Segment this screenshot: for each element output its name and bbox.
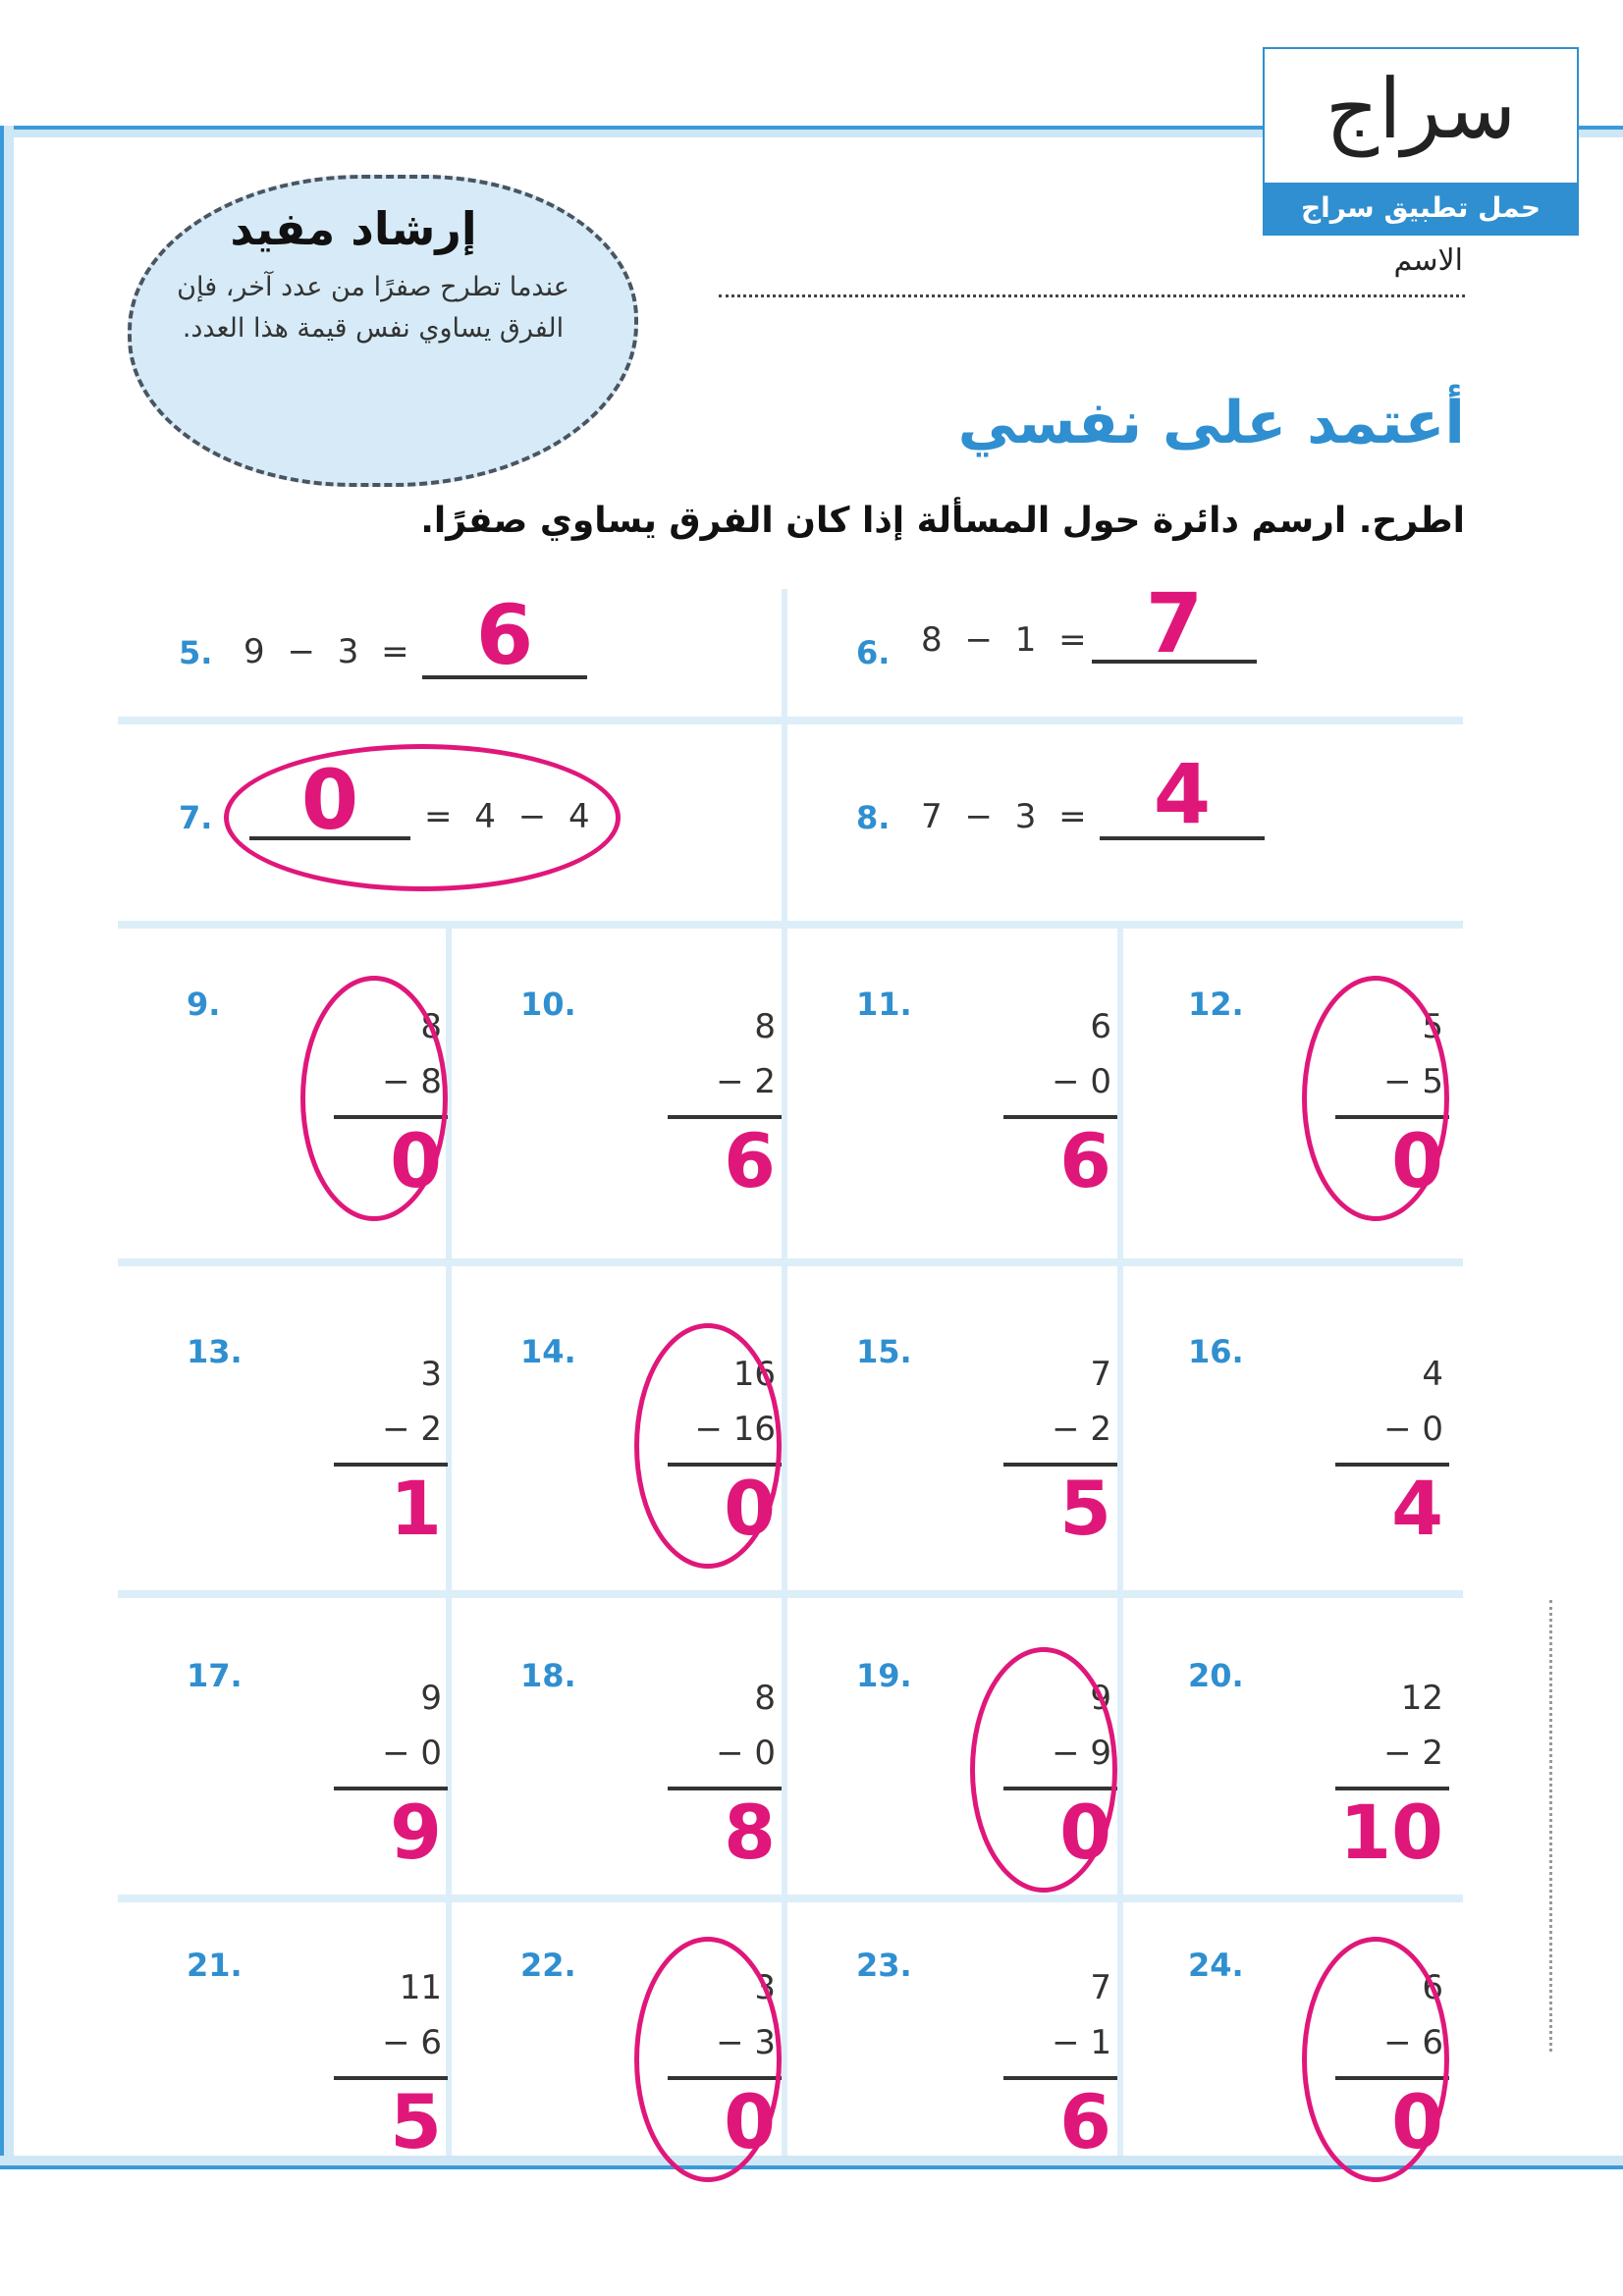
problem-number: 7. — [179, 799, 213, 836]
subtrahend: − 0 — [1383, 1410, 1443, 1449]
grid-line — [118, 717, 1463, 724]
grid-line — [118, 1258, 1463, 1266]
problem-number: 17. — [187, 1657, 243, 1694]
subtrahend: − 0 — [1052, 1062, 1111, 1101]
problem-number: 14. — [520, 1333, 576, 1370]
grid-line — [1117, 928, 1123, 2156]
siraj-logo — [1263, 47, 1579, 236]
logo-app-banner: حمل تطبيق سراج — [1265, 183, 1577, 234]
answer-value: 7 — [1145, 575, 1204, 671]
answer-value: 6 — [475, 587, 534, 683]
hint-title: إرشاد مفيد — [230, 202, 477, 255]
difference-answer: 5 — [1059, 1465, 1111, 1552]
vertical-subtraction — [334, 1968, 442, 2184]
difference-answer: 10 — [1339, 1789, 1443, 1876]
difference-answer: 0 — [1059, 1789, 1111, 1876]
problem-number: 11. — [856, 986, 912, 1023]
minuend: 3 — [754, 1968, 776, 2007]
problem-number: 9. — [187, 986, 221, 1023]
vertical-subtraction — [668, 1007, 776, 1223]
problem-number: 8. — [856, 799, 891, 836]
zero-difference-circle — [1302, 976, 1449, 1221]
difference-answer: 6 — [724, 1117, 776, 1204]
difference-answer: 0 — [724, 1465, 776, 1552]
minuend: 16 — [732, 1355, 776, 1394]
minuend: 9 — [1090, 1679, 1111, 1718]
problem-number: 23. — [856, 1947, 912, 1984]
subtrahend: − 2 — [716, 1062, 776, 1101]
hint-body: عندما تطرح صفرًا من عدد آخر، فإن الفرق يساوي نفس قيمة هذا العدد. — [177, 272, 569, 344]
minuend: 7 — [1090, 1355, 1111, 1394]
instructions: اطرح. ارسم دائرة حول المسألة إذا كان الفرق يساوي صفرًا. — [420, 501, 1465, 541]
difference-answer: 0 — [1391, 2078, 1443, 2165]
subtrahend: − 2 — [1052, 1410, 1111, 1449]
difference-answer: 5 — [390, 2078, 442, 2165]
difference-answer: 6 — [1059, 1117, 1111, 1204]
problem-number: 18. — [520, 1657, 576, 1694]
minuend: 12 — [1400, 1679, 1443, 1718]
problem-number: 16. — [1188, 1333, 1244, 1370]
problem-expression: 8 − 1 = — [921, 620, 1093, 660]
grid-line — [118, 921, 1463, 929]
minuend: 6 — [1090, 1007, 1111, 1046]
vertical-subtraction — [1335, 1355, 1443, 1571]
problem-number: 10. — [520, 986, 576, 1023]
frame-left-border — [0, 126, 14, 2167]
subtrahend: − 0 — [382, 1734, 442, 1773]
subtrahend: − 6 — [1383, 2023, 1443, 2062]
grid-line — [118, 1895, 1463, 1902]
vertical-subtraction — [334, 1679, 442, 1895]
vertical-subtraction — [1003, 1007, 1111, 1223]
minuend: 8 — [420, 1007, 442, 1046]
vertical-subtraction — [1335, 1679, 1443, 1895]
vertical-subtraction — [1003, 1968, 1111, 2184]
problem-expression: 9 − 3 = — [243, 632, 415, 671]
vertical-subtraction — [668, 1679, 776, 1895]
subtrahend: − 0 — [716, 1734, 776, 1773]
difference-answer: 6 — [1059, 2078, 1111, 2165]
minuend: 8 — [754, 1679, 776, 1718]
difference-answer: 1 — [390, 1465, 442, 1552]
name-label: الاسم — [1393, 243, 1463, 278]
logo-wordmark: سراج — [1325, 61, 1517, 157]
minuend: 4 — [1422, 1355, 1443, 1394]
difference-answer: 0 — [724, 2078, 776, 2165]
minuend: 11 — [399, 1968, 442, 2007]
answer-value: 0 — [300, 752, 359, 848]
problem-number: 21. — [187, 1947, 243, 1984]
vertical-subtraction — [1003, 1355, 1111, 1571]
problem-number: 20. — [1188, 1657, 1244, 1694]
subtrahend: − 2 — [382, 1410, 442, 1449]
difference-answer: 8 — [724, 1789, 776, 1876]
grid-line — [782, 589, 787, 2156]
subtrahend: − 9 — [1052, 1734, 1111, 1773]
problem-number: 15. — [856, 1333, 912, 1370]
vertical-subtraction — [334, 1355, 442, 1571]
minuend: 7 — [1090, 1968, 1111, 2007]
subtrahend: − 8 — [382, 1062, 442, 1101]
problem-number: 19. — [856, 1657, 912, 1694]
page-title: أعتمد على نفسي — [957, 389, 1465, 457]
problem-number: 22. — [520, 1947, 576, 1984]
subtrahend: − 16 — [694, 1410, 776, 1449]
minuend: 5 — [1422, 1007, 1443, 1046]
subtrahend: − 2 — [1383, 1734, 1443, 1773]
problem-number: 6. — [856, 634, 891, 671]
answer-value: 4 — [1153, 746, 1212, 842]
problem-number: 12. — [1188, 986, 1244, 1023]
zero-difference-circle — [634, 1323, 782, 1569]
grid-line — [118, 1590, 1463, 1598]
subtrahend: − 3 — [716, 2023, 776, 2062]
difference-answer: 0 — [390, 1117, 442, 1204]
problem-number: 13. — [187, 1333, 243, 1370]
problem-expression: 7 − 3 = — [921, 797, 1093, 836]
minuend: 9 — [420, 1679, 442, 1718]
zero-difference-circle — [1302, 1937, 1449, 2182]
difference-answer: 4 — [1391, 1465, 1443, 1552]
margin-credit-strip — [1549, 1600, 1564, 2052]
difference-answer: 0 — [1391, 1117, 1443, 1204]
problem-number: 5. — [179, 634, 213, 671]
subtrahend: − 1 — [1052, 2023, 1111, 2062]
zero-difference-circle — [634, 1937, 782, 2182]
minuend: 8 — [754, 1007, 776, 1046]
name-field-line — [719, 294, 1465, 297]
subtrahend: − 6 — [382, 2023, 442, 2062]
problem-number: 24. — [1188, 1947, 1244, 1984]
subtrahend: − 5 — [1383, 1062, 1443, 1101]
minuend: 3 — [420, 1355, 442, 1394]
difference-answer: 9 — [390, 1789, 442, 1876]
zero-difference-circle — [300, 976, 448, 1221]
problem-expression: = 4 − 4 — [424, 797, 596, 836]
zero-difference-circle — [970, 1647, 1117, 1893]
minuend: 6 — [1422, 1968, 1443, 2007]
